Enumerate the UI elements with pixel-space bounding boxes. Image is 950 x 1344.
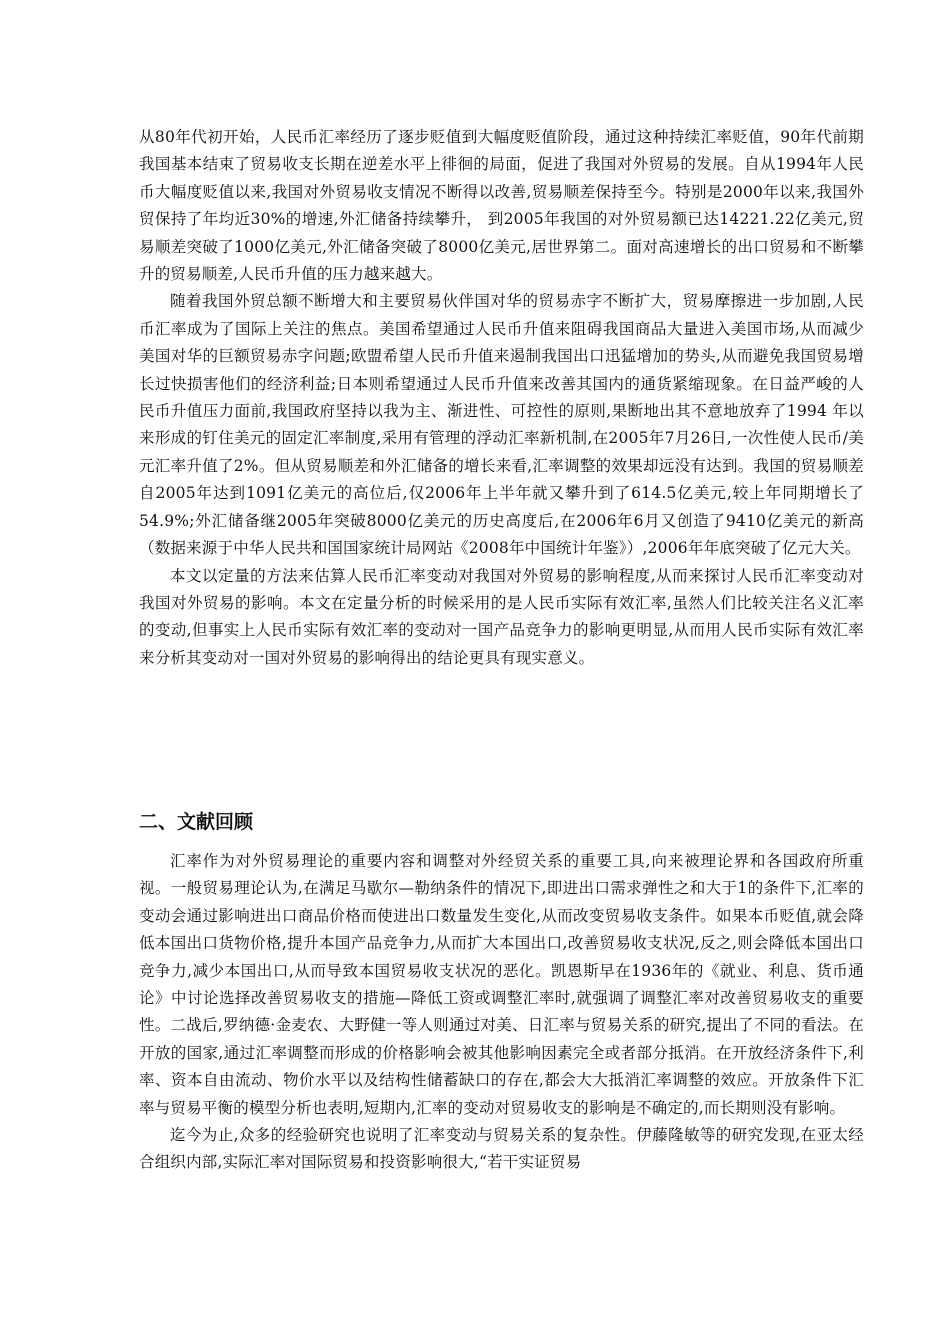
section-heading: 二、文献回顾 — [139, 811, 254, 833]
intro-paragraph-1: 从80年代初开始，人民币汇率经历了逐步贬值到大幅度贬值阶段，通过这种持续汇率贬值，90年代前期我国基本结束了贸易收支长期在逆差水平上徘徊的局面，促进了我国对外贸易的发展。自从1994年人民币大幅度贬值以来,我国对外贸易收支情况不断得以改善,贸易顺差保持至今。特别是2000年以来,我国外贸保持了年均近30%的增速,外汇储备持续攀升， 到2005年我国的对外贸易额已达14221.22亿美元,贸易顺差突破了1000亿美元,外汇储备突破了8000亿美元,居世界第二。面对高速增长的出口贸易和不断攀升的贸易顺差,人民币升值的压力越来越大。 — [139, 128, 864, 284]
intro-paragraph-3: 本文以定量的方法来估算人民币汇率变动对我国对外贸易的影响程度,从而来探讨人民币汇率变动对我国对外贸易的影响。本文在定量分析的时候采用的是人民币实际有效汇率,虽然人们比较关注名义汇率的变动,但事实上人民币实际有效汇率的变动对一国产品竞争力的影响更明显,从而用人民币实际有效汇率来分析其变动对一国对外贸易的影响得出的结论更具有现实意义。 — [139, 566, 864, 667]
review-paragraph-2: 迄今为止,众多的经验研究也说明了汇率变动与贸易关系的复杂性。伊藤隆敏等的研究发现,在亚太经合组织内部,实际汇率对国际贸易和投资影响很大,“若干实证贸易 — [139, 1126, 864, 1172]
review-paragraph-1: 汇率作为对外贸易理论的重要内容和调整对外经贸关系的重要工具,向来被理论界和各国政府所重视。一般贸易理论认为,在满足马歇尔—勒纳条件的情况下,即进出口需求弹性之和大于1的条件下,汇率的变动会通过影响进出口商品价格而使进出口数量发生变化,从而改变贸易收支条件。如果本币贬值,就会降低本国出口货物价格,提升本国产品竞争力,从而扩大本国出口,改善贸易收支状况,反之,则会降低本国出口竞争力,减少本国出口,从而导致本国贸易收支状况的恶化。凯恩斯早在1936年的《就业、利息、货币通论》中讨论选择改善贸易收支的措施—降低工资或调整汇率时,就强调了调整汇率对改善贸易收支的重要性。二战后,罗纳德·金麦农、大野健一等人则通过对美、日汇率与贸易关系的研究,提出了不同的看法。在开放的国家,通过汇率调整而形成的价格影响会被其他影响因素完全或者部分抵消。在开放经济条件下,利率、资本自由流动、物价水平以及结构性储蓄缺口的存在,都会大大抵消汇率调整的效应。开放条件下汇率与贸易平衡的模型分析也表明,短期内,汇率的变动对贸易收支的影响是不确定的,而长期则没有影响。 — [139, 852, 864, 1117]
intro-section — [139, 124, 864, 672]
literature-review-section — [139, 848, 864, 1177]
intro-paragraph-2: 随着我国外贸总额不断增大和主要贸易伙伴国对华的贸易赤字不断扩大，贸易摩擦进一步加剧,人民币汇率成为了国际上关注的焦点。美国希望通过人民币升值来阻碍我国商品大量进入美国市场,从而减少美国对华的巨额贸易赤字问题;欧盟希望人民币升值来遏制我国出口迅猛增加的势头,从而避免我国贸易增长过快损害他们的经济利益;日本则希望通过人民币升值来改善其国内的通货紧缩现象。在日益严峻的人民币升值压力面前,我国政府坚持以我为主、渐进性、可控性的原则,果断地出其不意地放弃了1994 年以来形成的钉住美元的固定汇率制度,采用有管理的浮动汇率新机制,在2005年7月26日,一次性使人民币/美元汇率升值了2%。但从贸易顺差和外汇储备的增长来看,汇率调整的效果却远没有达到。我国的贸易顺差自2005年达到1091亿美元的高位后,仅2006年上半年就又攀升到了614.5亿美元,较上年同期增长了54.9%;外汇储备继2005年突破8000亿美元的历史高度后,在2006年6月又创造了9410亿美元的新高（数据来源于中华人民共和国国家统计局网站《2008年中国统计年鉴》）,2006年年底突破了亿元大关。 — [139, 292, 864, 558]
